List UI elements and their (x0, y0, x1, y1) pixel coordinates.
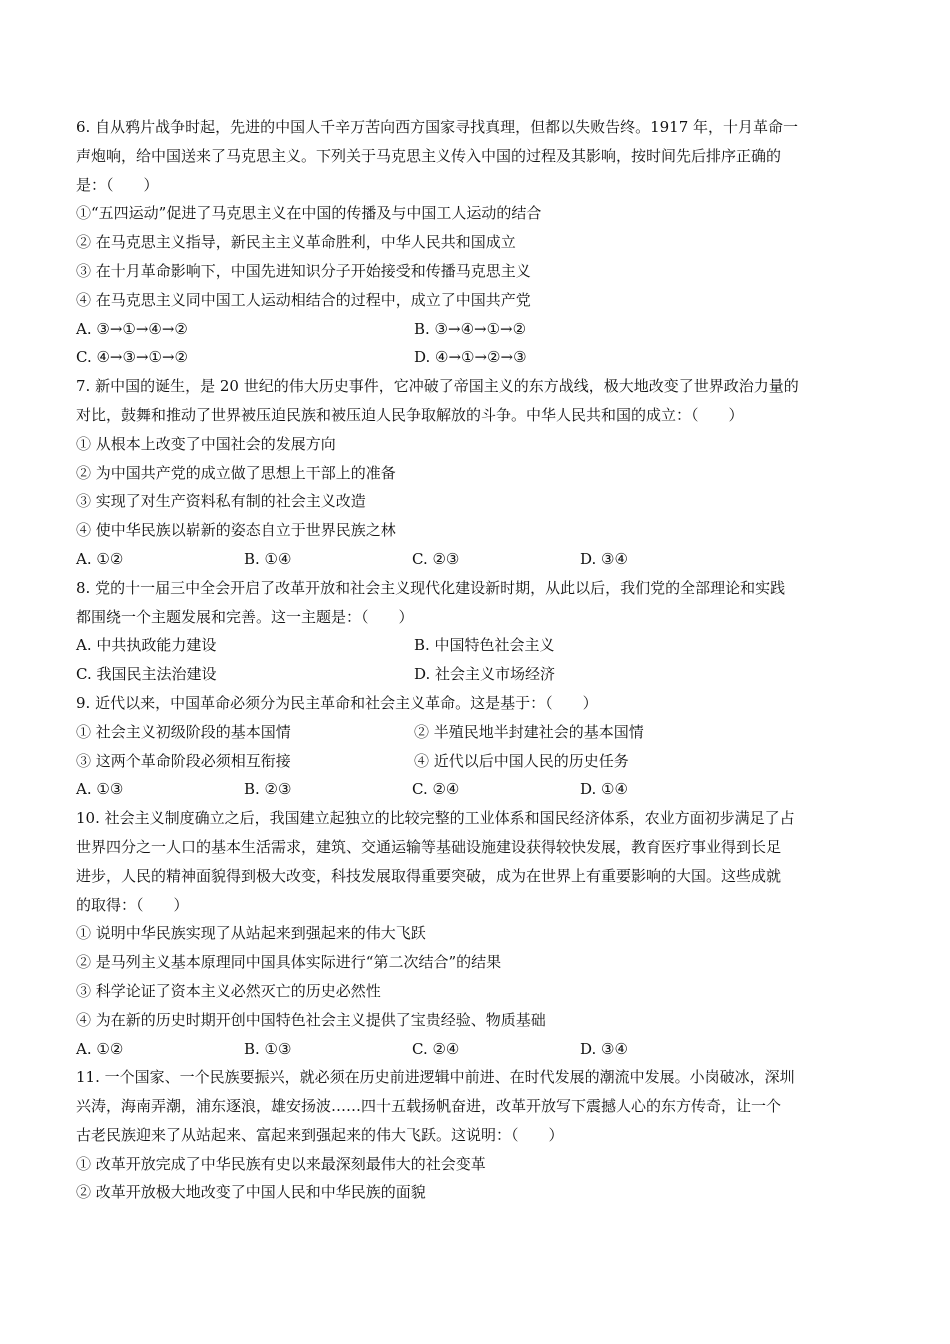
statement-item: ② 半殖民地半封建社会的基本国情 (414, 722, 644, 741)
option-c: C. ④→③→①→② (76, 348, 188, 367)
option-c: C. ②④ (412, 780, 460, 799)
statement-item: ② 是马列主义基本原理同中国具体实际进行“第二次结合”的结果 (76, 953, 502, 972)
statement-row (76, 747, 876, 776)
options-row (76, 545, 876, 574)
option-d: D. ③④ (580, 549, 628, 568)
question-stem-line: 8. 党的十一届三中全会开启了改革开放和社会主义现代化建设新时期，从此以后，我们党的全部理论和实践 (76, 578, 786, 597)
question-stem-line: 6. 自从鸦片战争时起，先进的中国人千辛万苦向西方国家寻找真理，但都以失败告终。1917 年，十月革命一 (76, 118, 799, 136)
statement-item: ② 改革开放极大地改变了中国人民和中华民族的面貌 (76, 1183, 426, 1202)
option-a: A. ③→①→④→② (76, 319, 188, 338)
question-stem-line: 兴涛，海南弄潮，浦东逐浪，雄安扬波……四十五载扬帆奋进，改革开放写下震撼人心的东方传奇，让一个 (76, 1097, 782, 1116)
question-stem-line: 7. 新中国的诞生，是 20 世纪的伟大历史事件，它冲破了帝国主义的东方战线，极大地改变了世界政治力量的 (76, 377, 799, 396)
question-stem-line: 世界四分之一人口的基本生活需求，建筑、交通运输等基础设施建设获得较快发展，教育医疗事业得到长足 (76, 837, 782, 856)
statement-item: ① 社会主义初级阶段的基本国情 (76, 722, 291, 741)
statement-item: ④ 使中华民族以崭新的姿态自立于世界民族之林 (76, 521, 396, 540)
question-stem-line: 古老民族迎来了从站起来、富起来到强起来的伟大飞跃。这说明：（ ） (76, 1125, 564, 1144)
option-a: A. 中共执政能力建设 (76, 636, 217, 655)
option-b: B. ②③ (244, 780, 292, 799)
statement-item: ④ 近代以后中国人民的历史任务 (414, 751, 629, 770)
option-c: C. ②④ (412, 1039, 460, 1058)
statement-item: ③ 在十月革命影响下，中国先进知识分子开始接受和传播马克思主义 (76, 261, 531, 280)
option-d: D. ④→①→②→③ (414, 348, 527, 367)
statement-row (76, 718, 876, 747)
statement-item: ③ 科学论证了资本主义必然灭亡的历史必然性 (76, 981, 381, 1000)
option-c: C. ②③ (412, 549, 460, 568)
question-stem-line: 9. 近代以来，中国革命必须分为民主革命和社会主义革命。这是基于：（ ） (76, 693, 598, 712)
question-6 (76, 113, 876, 372)
options-row (76, 775, 876, 804)
question-8 (76, 574, 876, 689)
statement-item: ① 说明中华民族实现了从站起来到强起来的伟大飞跃 (76, 924, 426, 943)
statement-item: ④ 为在新的历史时期开创中国特色社会主义提供了宝贵经验、物质基础 (76, 1010, 546, 1029)
statement-item: ③ 这两个革命阶段必须相互衔接 (76, 751, 291, 770)
option-d: D. 社会主义市场经济 (414, 665, 556, 684)
statement-item: ② 为中国共产党的成立做了思想上干部上的准备 (76, 463, 396, 482)
question-10 (76, 804, 876, 1063)
option-c: C. 我国民主法治建设 (76, 665, 217, 684)
options-row (76, 343, 876, 372)
options-row (76, 1035, 876, 1064)
option-a: A. ①② (76, 1039, 124, 1058)
question-stem-line: 11. 一个国家、一个民族要振兴，就必须在历史前进逻辑中前进、在时代发展的潮流中发展。小岗破冰，深圳 (76, 1068, 795, 1087)
question-stem-line: 声炮响，给中国送来了马克思主义。下列关于马克思主义传入中国的过程及其影响，按时间先后排序正确的 (76, 146, 782, 165)
option-d: D. ③④ (580, 1039, 628, 1058)
statement-item: ①“五四运动”促进了马克思主义在中国的传播及与中国工人运动的结合 (76, 204, 542, 223)
question-stem-line: 对比，鼓舞和推动了世界被压迫民族和被压迫人民争取解放的斗争。中华人民共和国的成立：（ ） (76, 405, 744, 424)
statement-item: ③ 实现了对生产资料私有制的社会主义改造 (76, 492, 366, 511)
statement-item: ④ 在马克思主义同中国工人运动相结合的过程中，成立了中国共产党 (76, 290, 531, 309)
question-stem-line: 是：（ ） (76, 175, 159, 194)
statement-item: ① 从根本上改变了中国社会的发展方向 (76, 434, 336, 453)
option-a: A. ①③ (76, 780, 124, 799)
options-row (76, 315, 876, 344)
question-stem-line: 进步，人民的精神面貌得到极大改变，科技发展取得重要突破，成为在世界上有重要影响的大国。这些成就 (76, 866, 782, 885)
statement-item: ② 在马克思主义指导，新民主主义革命胜利，中华人民共和国成立 (76, 233, 516, 252)
question-7 (76, 372, 876, 574)
question-11 (76, 1063, 876, 1207)
option-b: B. ③→④→①→② (414, 319, 527, 338)
options-row (76, 660, 876, 689)
option-d: D. ①④ (580, 780, 628, 799)
option-b: B. ①③ (244, 1039, 292, 1058)
option-b: B. ①④ (244, 549, 292, 568)
question-stem-line: 的取得：（ ） (76, 895, 189, 914)
option-b: B. 中国特色社会主义 (414, 636, 555, 655)
question-stem-line: 10. 社会主义制度确立之后，我国建立起独立的比较完整的工业体系和国民经济体系，农业方面初步满足了占 (76, 809, 795, 828)
question-stem-line: 都围绕一个主题发展和完善。这一主题是：（ ） (76, 607, 414, 626)
exam-page (76, 113, 876, 1207)
question-9 (76, 689, 876, 804)
option-a: A. ①② (76, 549, 124, 568)
options-row (76, 631, 876, 660)
statement-item: ① 改革开放完成了中华民族有史以来最深刻最伟大的社会变革 (76, 1154, 486, 1173)
